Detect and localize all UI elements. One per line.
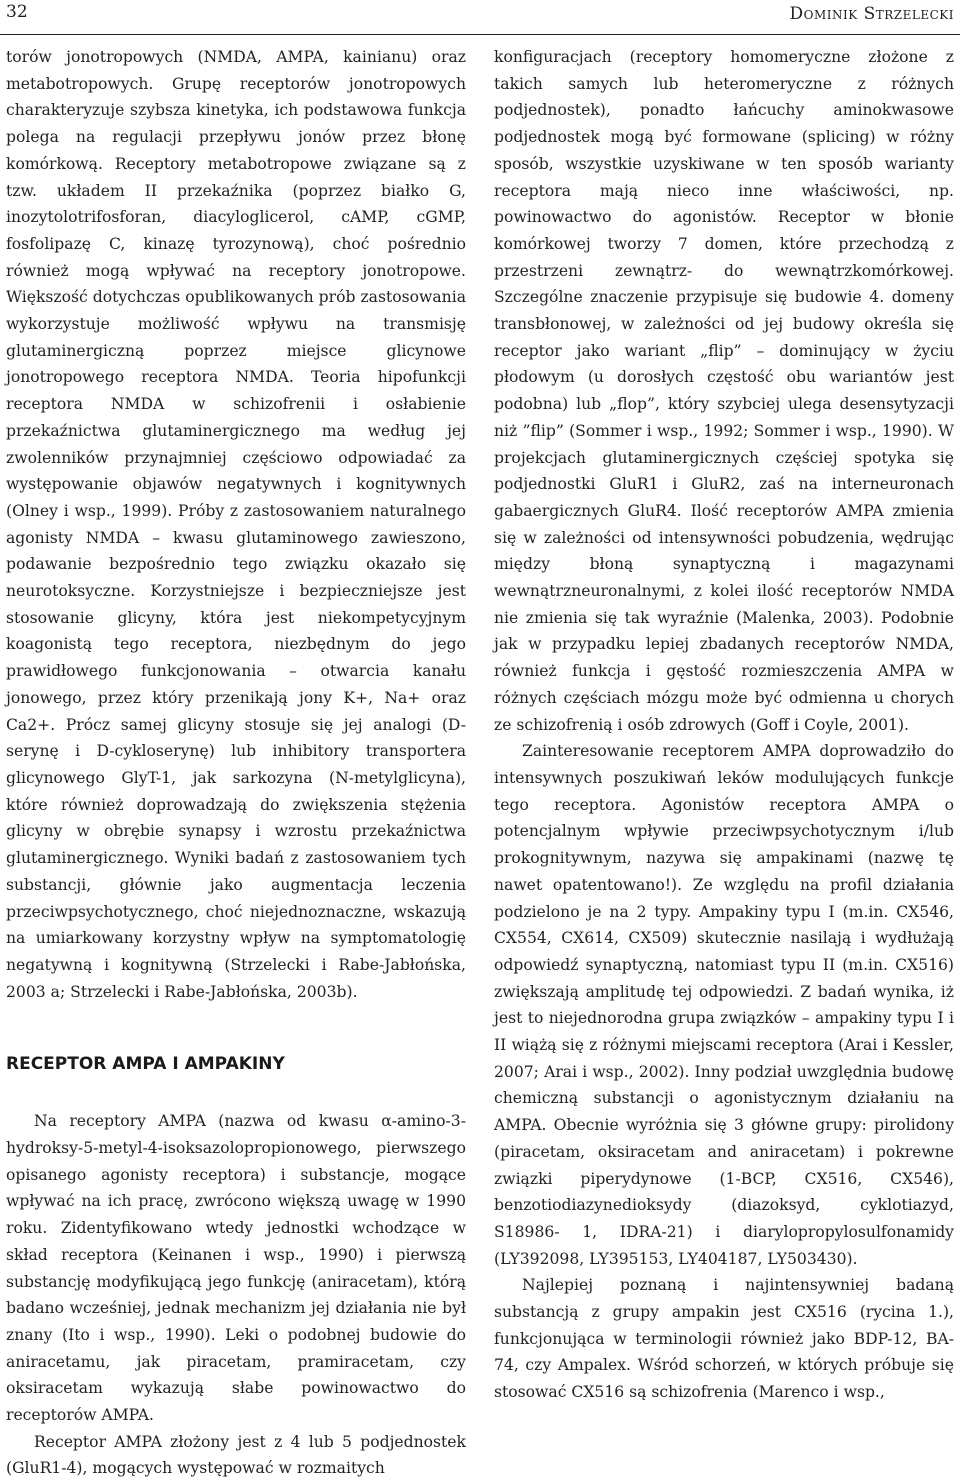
- running-header-author: Dominik Strzelecki: [789, 4, 954, 24]
- paragraph: konfiguracjach (receptory homomeryczne złożone z takich samych lub heteromeryczne z różnych podjednostek), ponadto łańcuchy aminokwasowe podjednostek mogą być formowane (splicing) w różny sposób, wszystkie uzyskiwane w ten sposób warianty receptora mają nieco inne właściwości, np. powinowactwo do agonistów. Receptor w błonie komórkowej tworzy 7 domen, które przechodzą z przestrzeni zewnątrz- do wewnątrzkomórkowej. Szczególne znaczenie przypisuje się budowie 4. domeny transbłonowej, w zależności od jej budowy określa się receptor jako wariant „flip” – dominujący w życiu płodowym (u dorosłych częstość obu wariantów jest podobna) lub „flop”, który szybciej ulega desensytyzacji niż ”flip” (Sommer i wsp., 1992; Sommer i wsp., 1990). W projekcjach glutaminergicznych częściej spotyka się podjednostki GluR1 i GluR2, zaś na interneuronach gabaergicznych GluR4. Ilość receptorów AMPA zmienia się w zależności od intensywności pobudzenia, wędrując między błoną synaptyczną i magazynami wewnątrzneuronalnymi, z kolei ilość receptorów NMDA nie zmienia się tak wyraźnie (Malenka, 2003). Podobnie jak w przypadku lepiej zbadanych receptorów NMDA, również funkcja i gęstość rozmieszczenia AMPA w różnych częściach mózgu może być odmienna u chorych ze schizofrenią i osób zdrowych (Goff i Coyle, 2001).: [494, 48, 954, 734]
- paragraph: torów jonotropowych (NMDA, AMPA, kainianu) oraz metabotropowych. Grupę receptorów jonotropowych charakteryzuje szybsza kinetyka, ich podstawowa funkcja polega na regulacji przepływu jonów przez błonę komórkową. Receptory metabotropowe związane są z tzw. układem II przekaźnika (poprzez białko G, inozytolotrifosforan, diacyloglicerol, cAMP, cGMP, fosfolipazę C, kinazę tyrozynową), choć pośrednio również mogą wpływać na receptory jonotropowe. Większość dotychczas opublikowanych prób zastosowania wykorzystuje możliwość wpływu na transmisję glutaminergiczną poprzez miejsce glicynowe jonotropowego receptora NMDA. Teoria hipofunkcji receptora NMDA w schizofrenii i osłabienie przekaźnictwa glutaminergicznego ma według jej zwolenników przynajmniej częściowo odpowiadać za występowanie objawów negatywnych i kognitywnych (Olney i wsp., 1999). Próby z zastosowaniem naturalnego agonisty NMDA – kwasu glutaminowego zawieszono, podawanie bezpośrednio tego związku okazało się neurotoksyczne. Korzystniejsze i bezpieczniejsze jest stosowanie glicyny, która jest niekompetycyjnym koagonistą tego receptora, niezbędnym do jego prawidłowego funkcjonowania – otwarcia kanału jonowego, przez który przenikają jony K+, Na+ oraz Ca2+. Prócz samej glicyny stosuje się jej analogi (D-serynę i D-cykloserynę) lub inhibitory transportera glicynowego GlyT-1, jak sarkozyna (N-metylglicyna), które również doprowadzają do zwiększenia stężenia glicyny w obrębie synapsy i wzrostu przekaźnictwa glutaminergicznego. Wyniki badań z zastosowaniem tych substancji, głównie jako augmentacja leczenia przeciwpsychotycznego, choć niejednoznaczne, wskazują na umiarkowany korzystny wpływ na symptomatologię negatywną i kognitywną (Strzelecki i Rabe-Jabłońska, 2003 a; Strzelecki i Rabe-Jabłońska, 2003b).: [6, 48, 466, 1001]
- paragraph: Na receptory AMPA (nazwa od kwasu α-amino-3-hydroksy-5-metyl-4-isoksazolopropionowego, pierwszego opisanego agonisty receptora) i substancje, mogące wpływać na ich pracę, zwrócono większą uwagę w 1990 roku. Zidentyfikowano wtedy jednostki wchodzące w skład receptora (Keinanen i wsp., 1990) i pierwszą substancję modyfikującą jego funkcję (aniracetam), którą badano wcześniej, jednak mechanizm jej działania nie był znany (Ito i wsp., 1990). Leki o podobnej budowie do aniracetamu, jak piracetam, pramiracetam, czy oksiracetam wykazują słabe powinowactwo do receptorów AMPA.: [6, 1112, 466, 1425]
- page-number: 32: [6, 2, 28, 22]
- left-column: [6, 44, 466, 1482]
- page-header: [0, 0, 960, 35]
- paragraph: Receptor AMPA złożony jest z 4 lub 5 podjednostek (GluR1-4), mogących występować w rozmaitych: [6, 1432, 466, 1478]
- paragraph: Zainteresowanie receptorem AMPA doprowadziło do intensywnych poszukiwań leków modulujących funkcje tego receptora. Agonistów receptora AMPA o potencjalnym wpływie przeciwpsychotycznym i/lub prokognitywnym, nazywa się ampakinami (nazwę tę nawet opatentowano!). Ze względu na profil działania podzielono je na 2 typy. Ampakiny typu I (m.in. CX546, CX554, CX614, CX509) skutecznie nasilają i wydłużają odpowiedź synaptyczną, natomiast typu II (m.in. CX516) zwiększają amplitudę tej odpowiedzi. Z badań wynika, iż jest to niejednorodna grupa związków – ampakiny typu I i II wiążą się z różnymi miejscami receptora (Arai i Kessler, 2007; Arai i wsp., 2002). Inny podział uwzględnia budowę chemiczną substancji o agonistycznym działaniu na AMPA. Obecnie wyróżnia się 3 główne grupy: pirolidony (piracetam, oksiracetam and aniracetam) i pokrewne związki piperydynowe (1-BCP, CX516, CX546), benzotiodiazynedioksydy (diazoksyd, cyklotiazyd, S18986- 1, IDRA-21) i diarylopropylosulfonamidy (LY392098, LY395153, LY404187, LY503430).: [494, 742, 954, 1268]
- right-column: [494, 44, 954, 1406]
- paragraph: Najlepiej poznaną i najintensywniej badaną substancją z grupy ampakin jest CX516 (rycina 1.), funkcjonująca w terminologii również jako BDP-12, BA-74, czy Ampalex. Wśród schorzeń, w których próbuje się stosować CX516 są schizofrenia (Marenco i wsp.,: [494, 1276, 954, 1402]
- section-heading: RECEPTOR AMPA I AMPAKINY: [6, 1054, 285, 1075]
